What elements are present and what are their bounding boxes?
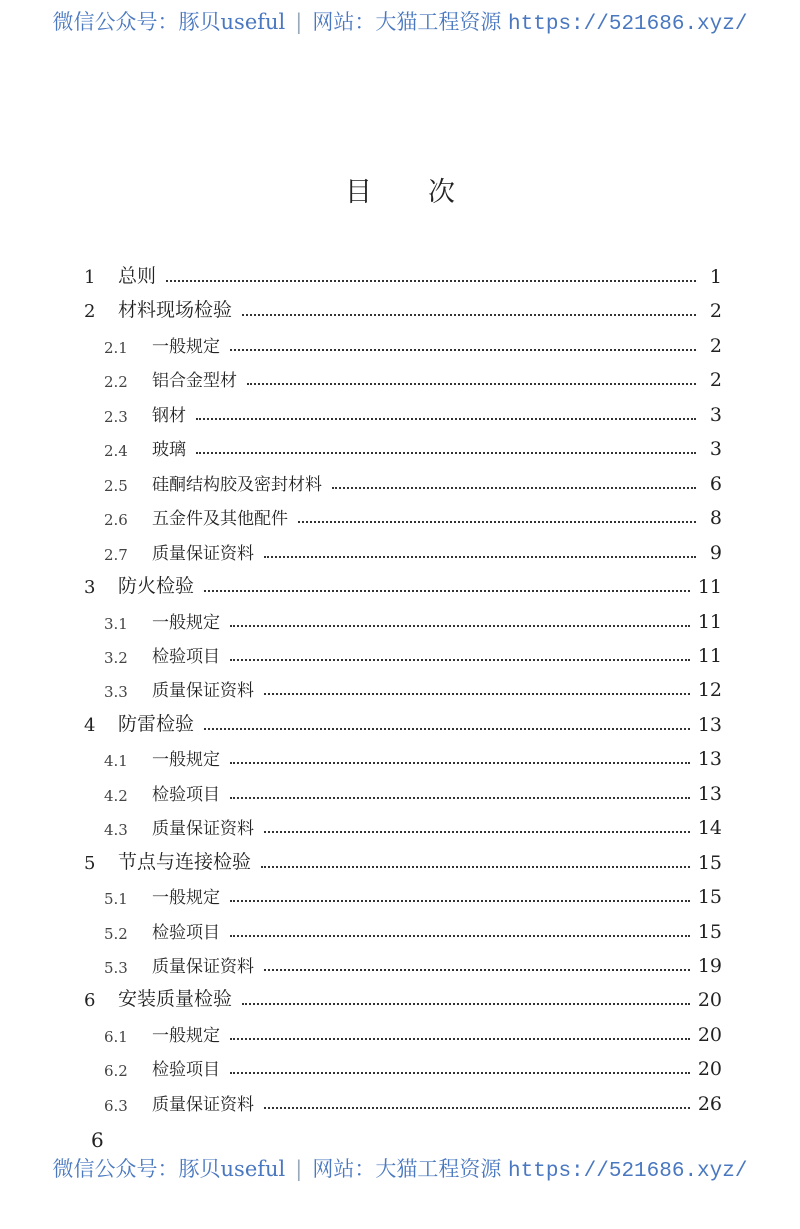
toc-entry-number: 5.2: [104, 924, 128, 943]
toc-entry-title: 钢材: [152, 405, 186, 426]
toc-entry[interactable]: [104, 396, 722, 426]
toc-entry-number: 5: [84, 852, 96, 874]
toc-leader-dots: [264, 693, 690, 695]
watermark-url[interactable]: https://521686.xyz/: [508, 1160, 748, 1183]
toc-entry[interactable]: [104, 775, 722, 805]
toc-entry-title: 玻璃: [152, 440, 186, 461]
toc-entry-number: 6.2: [104, 1062, 128, 1081]
toc-entry-page: 11: [697, 644, 722, 667]
toc-leader-dots: [264, 556, 696, 558]
toc-entry[interactable]: [104, 740, 722, 770]
toc-leader-dots: [230, 1038, 690, 1040]
toc-entry-title: 检验项目: [152, 1060, 220, 1081]
toc-leader-dots: [196, 418, 696, 420]
watermark-site: 网站：大猫工程资源: [312, 1157, 502, 1181]
toc-entry-title: 防雷检验: [118, 712, 195, 735]
toc-entry-page: 13: [697, 713, 722, 736]
toc-entry-title: 质量保证资料: [152, 819, 254, 840]
toc-entry[interactable]: [104, 361, 722, 391]
toc-entry-page: 20: [697, 989, 722, 1012]
toc-entry[interactable]: [104, 1050, 722, 1080]
watermark-url[interactable]: https://521686.xyz/: [508, 13, 748, 36]
toc-entry[interactable]: [104, 947, 722, 977]
toc-entry-title: 检验项目: [152, 922, 220, 943]
watermark-header: [0, 6, 800, 36]
toc-entry-page: 3: [709, 438, 722, 461]
toc-leader-dots: [166, 280, 696, 282]
toc-entry-number: 2.5: [104, 476, 128, 495]
watermark-wechat: 微信公众号：豚贝useful: [52, 10, 286, 34]
toc-entry-page: 14: [697, 817, 722, 840]
toc-entry-page: 13: [697, 782, 722, 805]
toc-entry-title: 质量保证资料: [152, 543, 254, 564]
toc-entry-title: 五金件及其他配件: [152, 509, 288, 530]
toc-leader-dots: [230, 900, 690, 902]
toc-leader-dots: [230, 762, 690, 764]
toc-entry-number: 2: [84, 301, 96, 323]
toc-entry-title: 质量保证资料: [152, 957, 254, 977]
toc-entry[interactable]: [104, 637, 722, 667]
toc-leader-dots: [230, 659, 690, 661]
toc-leader-dots: [196, 452, 696, 454]
toc-entry-page: 6: [709, 472, 722, 495]
toc-leader-dots: [230, 1072, 690, 1074]
toc-entry-page: 19: [697, 955, 722, 977]
toc-entry-number: 6: [84, 990, 96, 1012]
toc-entry-page: 26: [697, 1092, 722, 1115]
toc-entry[interactable]: [104, 534, 722, 564]
toc-entry[interactable]: [84, 844, 722, 874]
watermark-footer: [0, 1153, 800, 1183]
toc-leader-dots: [242, 314, 696, 316]
toc-entry[interactable]: [104, 671, 722, 701]
toc-entry-number: 2.7: [104, 545, 128, 564]
toc-entry[interactable]: [104, 465, 722, 495]
toc-entry[interactable]: [104, 327, 722, 357]
toc-entry[interactable]: [104, 913, 722, 943]
watermark-site: 网站：大猫工程资源: [312, 10, 502, 34]
toc-entry-number: 2.6: [104, 511, 128, 530]
toc-entry-title: 节点与连接检验: [118, 850, 252, 873]
toc-entry-page: 11: [697, 576, 722, 599]
toc-entry-number: 3: [84, 577, 96, 599]
toc-leader-dots: [264, 969, 690, 971]
toc-entry-page: 2: [709, 369, 722, 392]
watermark-separator: |: [295, 10, 303, 34]
toc-entry[interactable]: [104, 499, 722, 529]
toc-entry-page: 13: [697, 748, 722, 771]
toc-entry-title: 一般规定: [152, 750, 220, 771]
toc-entry[interactable]: [84, 292, 722, 322]
toc-entry-title: 材料现场检验: [118, 299, 233, 322]
toc-entry-page: 15: [697, 851, 722, 874]
toc-entry[interactable]: [104, 603, 722, 633]
toc-entry-page: 8: [709, 507, 722, 530]
toc-entry-title: 安装质量检验: [118, 988, 233, 1011]
toc-entry[interactable]: [104, 878, 722, 908]
toc-entry-number: 5.3: [104, 959, 128, 977]
toc-entry-number: 4.2: [104, 786, 128, 805]
toc-entry[interactable]: [104, 1016, 722, 1046]
watermark-separator: |: [295, 1157, 303, 1181]
toc-entry-number: 4.3: [104, 821, 128, 840]
toc-entry[interactable]: [104, 1085, 722, 1115]
toc-entry-page: 15: [697, 886, 722, 909]
toc-leader-dots: [264, 831, 690, 833]
toc-entry-page: 11: [697, 610, 722, 633]
toc-entry-number: 4: [84, 714, 96, 736]
toc-entry-page: 9: [709, 541, 722, 564]
toc-entry-title: 质量保证资料: [152, 1094, 254, 1115]
toc-entry-number: 2.1: [104, 338, 128, 357]
toc-entry[interactable]: [104, 809, 722, 839]
toc-entry-number: 4.1: [104, 752, 128, 771]
toc-entry-page: 1: [709, 266, 722, 288]
toc-entry[interactable]: [84, 568, 722, 598]
toc-title: 目次: [345, 177, 511, 208]
toc-leader-dots: [247, 383, 696, 385]
toc-entry-page: 2: [709, 334, 722, 357]
toc-entry[interactable]: [84, 258, 722, 288]
toc-entry-page: 3: [709, 403, 722, 426]
toc-leader-dots: [230, 349, 696, 351]
toc-entry-number: 1: [84, 267, 96, 288]
toc-entry-title: 一般规定: [152, 1025, 220, 1046]
toc-leader-dots: [261, 866, 690, 868]
toc-entry[interactable]: [104, 430, 722, 460]
toc-entry[interactable]: [84, 706, 722, 736]
toc-entry-title: 检验项目: [152, 784, 220, 805]
toc-leader-dots: [230, 625, 690, 627]
toc-leader-dots: [242, 1003, 690, 1005]
toc-entry-title: 防火检验: [118, 575, 195, 598]
page-number: 6: [91, 1128, 104, 1152]
toc-leader-dots: [332, 487, 696, 489]
toc-entry-title: 硅酮结构胶及密封材料: [152, 474, 322, 495]
toc-entry-page: 15: [697, 920, 722, 943]
toc-leader-dots: [230, 935, 690, 937]
toc-leader-dots: [230, 797, 690, 799]
toc-entry[interactable]: [84, 981, 722, 1011]
toc-entry-title: 一般规定: [152, 612, 220, 633]
toc-leader-dots: [298, 521, 696, 523]
toc-entry-title: 总则: [118, 265, 157, 287]
toc-entry-title: 检验项目: [152, 646, 220, 667]
toc-entry-title: 铝合金型材: [152, 371, 237, 392]
toc-entry-number: 3.3: [104, 683, 128, 702]
toc-entry-title: 质量保证资料: [152, 681, 254, 702]
toc-entry-number: 6.1: [104, 1027, 128, 1046]
toc-entry-page: 2: [709, 300, 722, 323]
toc-entry-number: 3.1: [104, 614, 128, 633]
toc-entry-page: 12: [697, 679, 722, 702]
toc-entry-number: 2.2: [104, 373, 128, 392]
toc-leader-dots: [204, 590, 690, 592]
toc-entry-number: 6.3: [104, 1096, 128, 1115]
toc-entry-number: 2.3: [104, 407, 128, 426]
watermark-wechat: 微信公众号：豚贝useful: [52, 1157, 286, 1181]
toc-entry-title: 一般规定: [152, 336, 220, 357]
toc-entry-page: 20: [697, 1058, 722, 1081]
toc-entry-number: 2.4: [104, 442, 128, 461]
toc-leader-dots: [204, 728, 690, 730]
toc-leader-dots: [264, 1107, 690, 1109]
toc-entry-number: 5.1: [104, 890, 128, 909]
toc-entry-page: 20: [697, 1023, 722, 1046]
toc-entry-title: 一般规定: [152, 888, 220, 909]
toc-entry-number: 3.2: [104, 648, 128, 667]
